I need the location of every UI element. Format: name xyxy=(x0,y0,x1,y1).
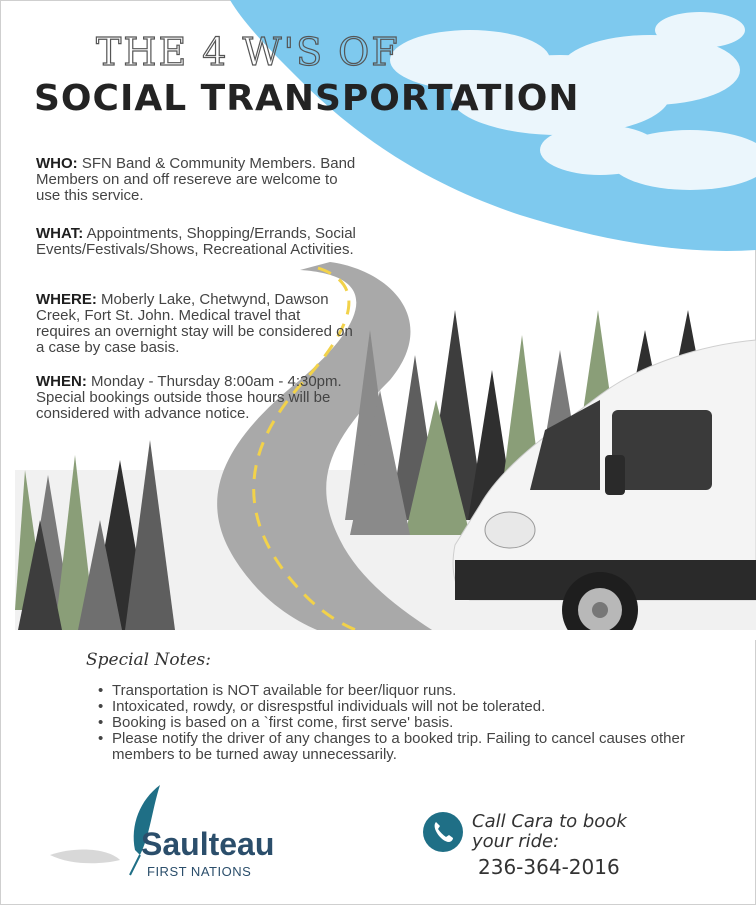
phone-icon xyxy=(423,812,463,852)
who-text: SFN Band & Community Members. Band Members on and off resereve are welcome to use this service. xyxy=(36,155,356,204)
logo-name: Saulteau xyxy=(141,826,275,862)
what-section xyxy=(36,226,358,258)
who-section xyxy=(36,156,358,204)
title-line1: THE 4 W'S OF xyxy=(96,30,400,74)
booking-call-to-action: Call Cara to book your ride: xyxy=(472,811,627,852)
where-text: Moberly Lake, Chetwynd, Dawson Creek, Fort St. John. Medical travel that requires an overnight stay will be considered on a case by case basis. xyxy=(36,291,353,356)
logo-subtitle: FIRST NATIONS xyxy=(147,864,252,879)
when-text: Monday - Thursday 8:00am - 4:30pm. Special bookings outside those hours will be considered with advance notice. xyxy=(36,373,342,422)
notes-list xyxy=(96,683,696,763)
where-label: WHERE: xyxy=(36,291,97,308)
notes-title: Special Notes: xyxy=(86,650,211,670)
phone-number: 236-364-2016 xyxy=(478,855,620,879)
what-text: Appointments, Shopping/Errands, Social Events/Festivals/Shows, Recreational Activities. xyxy=(36,225,356,258)
who-label: WHO: xyxy=(36,155,78,172)
what-label: WHAT: xyxy=(36,225,84,242)
page-title: SOCIAL TRANSPORTATION xyxy=(34,78,580,119)
when-label: WHEN: xyxy=(36,373,87,390)
note-item: • Booking is based on a `first come, first serve' basis. xyxy=(96,715,696,731)
note-item: • Please notify the driver of any changes to a booked trip. Failing to cancel causes other members to be turned away unnecessarily. xyxy=(96,731,696,763)
note-item: • Transportation is NOT available for beer/liquor runs. xyxy=(96,683,696,699)
where-section xyxy=(36,292,358,356)
when-section xyxy=(36,374,358,422)
note-item: • Intoxicated, rowdy, or disrespstful individuals will not be tolerated. xyxy=(96,699,696,715)
